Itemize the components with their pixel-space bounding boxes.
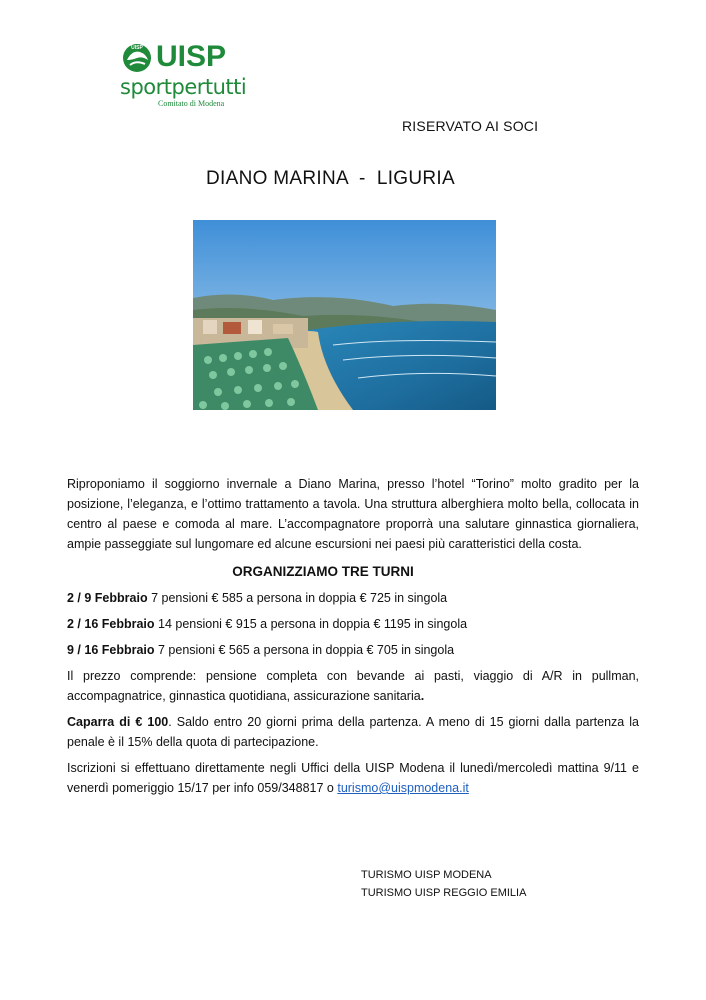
- price-includes-paragraph: [67, 666, 639, 706]
- document-body: [67, 474, 639, 798]
- turno-row: [67, 614, 639, 634]
- turno-row: [67, 640, 639, 660]
- email-link[interactable]: turismo@uispmodena.it: [337, 781, 469, 795]
- signature-block: [361, 866, 526, 902]
- logo-tagline: sportpertutti: [120, 75, 247, 99]
- signature-line-reggio: TURISMO UISP REGGIO EMILIA: [361, 887, 527, 899]
- uisp-logo: [120, 40, 270, 120]
- signature-line-modena: TURISMO UISP MODENA: [361, 869, 492, 881]
- reserved-notice: RISERVATO AI SOCI: [402, 118, 539, 134]
- beach-photo: [193, 220, 496, 410]
- uisp-emblem-icon: [120, 40, 154, 74]
- price-includes-text: Il prezzo comprende: pensione completa con bevande ai pasti, viaggio di A/R in pullman, accompagnatrice, ginnastica quotidiana, assicurazione sanitaria: [67, 669, 639, 703]
- turno-dates: 9 / 16 Febbraio: [67, 643, 155, 657]
- price-includes-end: .: [420, 689, 425, 703]
- emblem-label: UISP: [131, 45, 143, 51]
- turni-heading: ORGANIZZIAMO TRE TURNI: [232, 564, 414, 579]
- turno-details: 7 pensioni € 565 a persona in doppia € 705 in singola: [154, 643, 455, 657]
- deposit-amount: Caparra di € 100: [67, 715, 169, 729]
- deposit-text: . Saldo entro 20 giorni prima della partenza. A meno di 15 giorni dalla partenza la penale è il 15% della quota di partecipazione.: [67, 715, 639, 749]
- page-title: DIANO MARINA - LIGURIA: [206, 168, 455, 189]
- turno-dates: 2 / 9 Febbraio: [67, 591, 148, 605]
- turno-details: 14 pensioni € 915 a persona in doppia € 1195 in singola: [154, 617, 468, 631]
- beach-photo-image: [193, 220, 496, 410]
- turno-row: [67, 588, 639, 608]
- turno-dates: 2 / 16 Febbraio: [67, 617, 155, 631]
- intro-paragraph: Riproponiamo il soggiorno invernale a Diano Marina, presso l’hotel “Torino” molto gradito per la posizione, l’eleganza, e l’ottimo trattamento a tavola. Una struttura alberghiera molto bella, collocata in centro al paese e comoda al mare. L’accompagnatore proporrà una salutare ginnastica giornaliera, ampie passeggiate sul lungomare ed alcune escursioni nei paesi più caratteristici della costa.: [67, 477, 639, 551]
- enrollment-paragraph: [67, 758, 639, 798]
- turno-details: 7 pensioni € 585 a persona in doppia € 725 in singola: [147, 591, 448, 605]
- deposit-paragraph: [67, 712, 639, 752]
- enrollment-text: Iscrizioni si effettuano direttamente negli Uffici della UISP Modena il lunedì/mercoledì mattina 9/11 e venerdì pomeriggio 15/17 per info 059/348817 o: [67, 761, 639, 795]
- logo-committee: Comitato di Modena: [158, 99, 225, 108]
- logo-brand: UISP: [156, 40, 227, 73]
